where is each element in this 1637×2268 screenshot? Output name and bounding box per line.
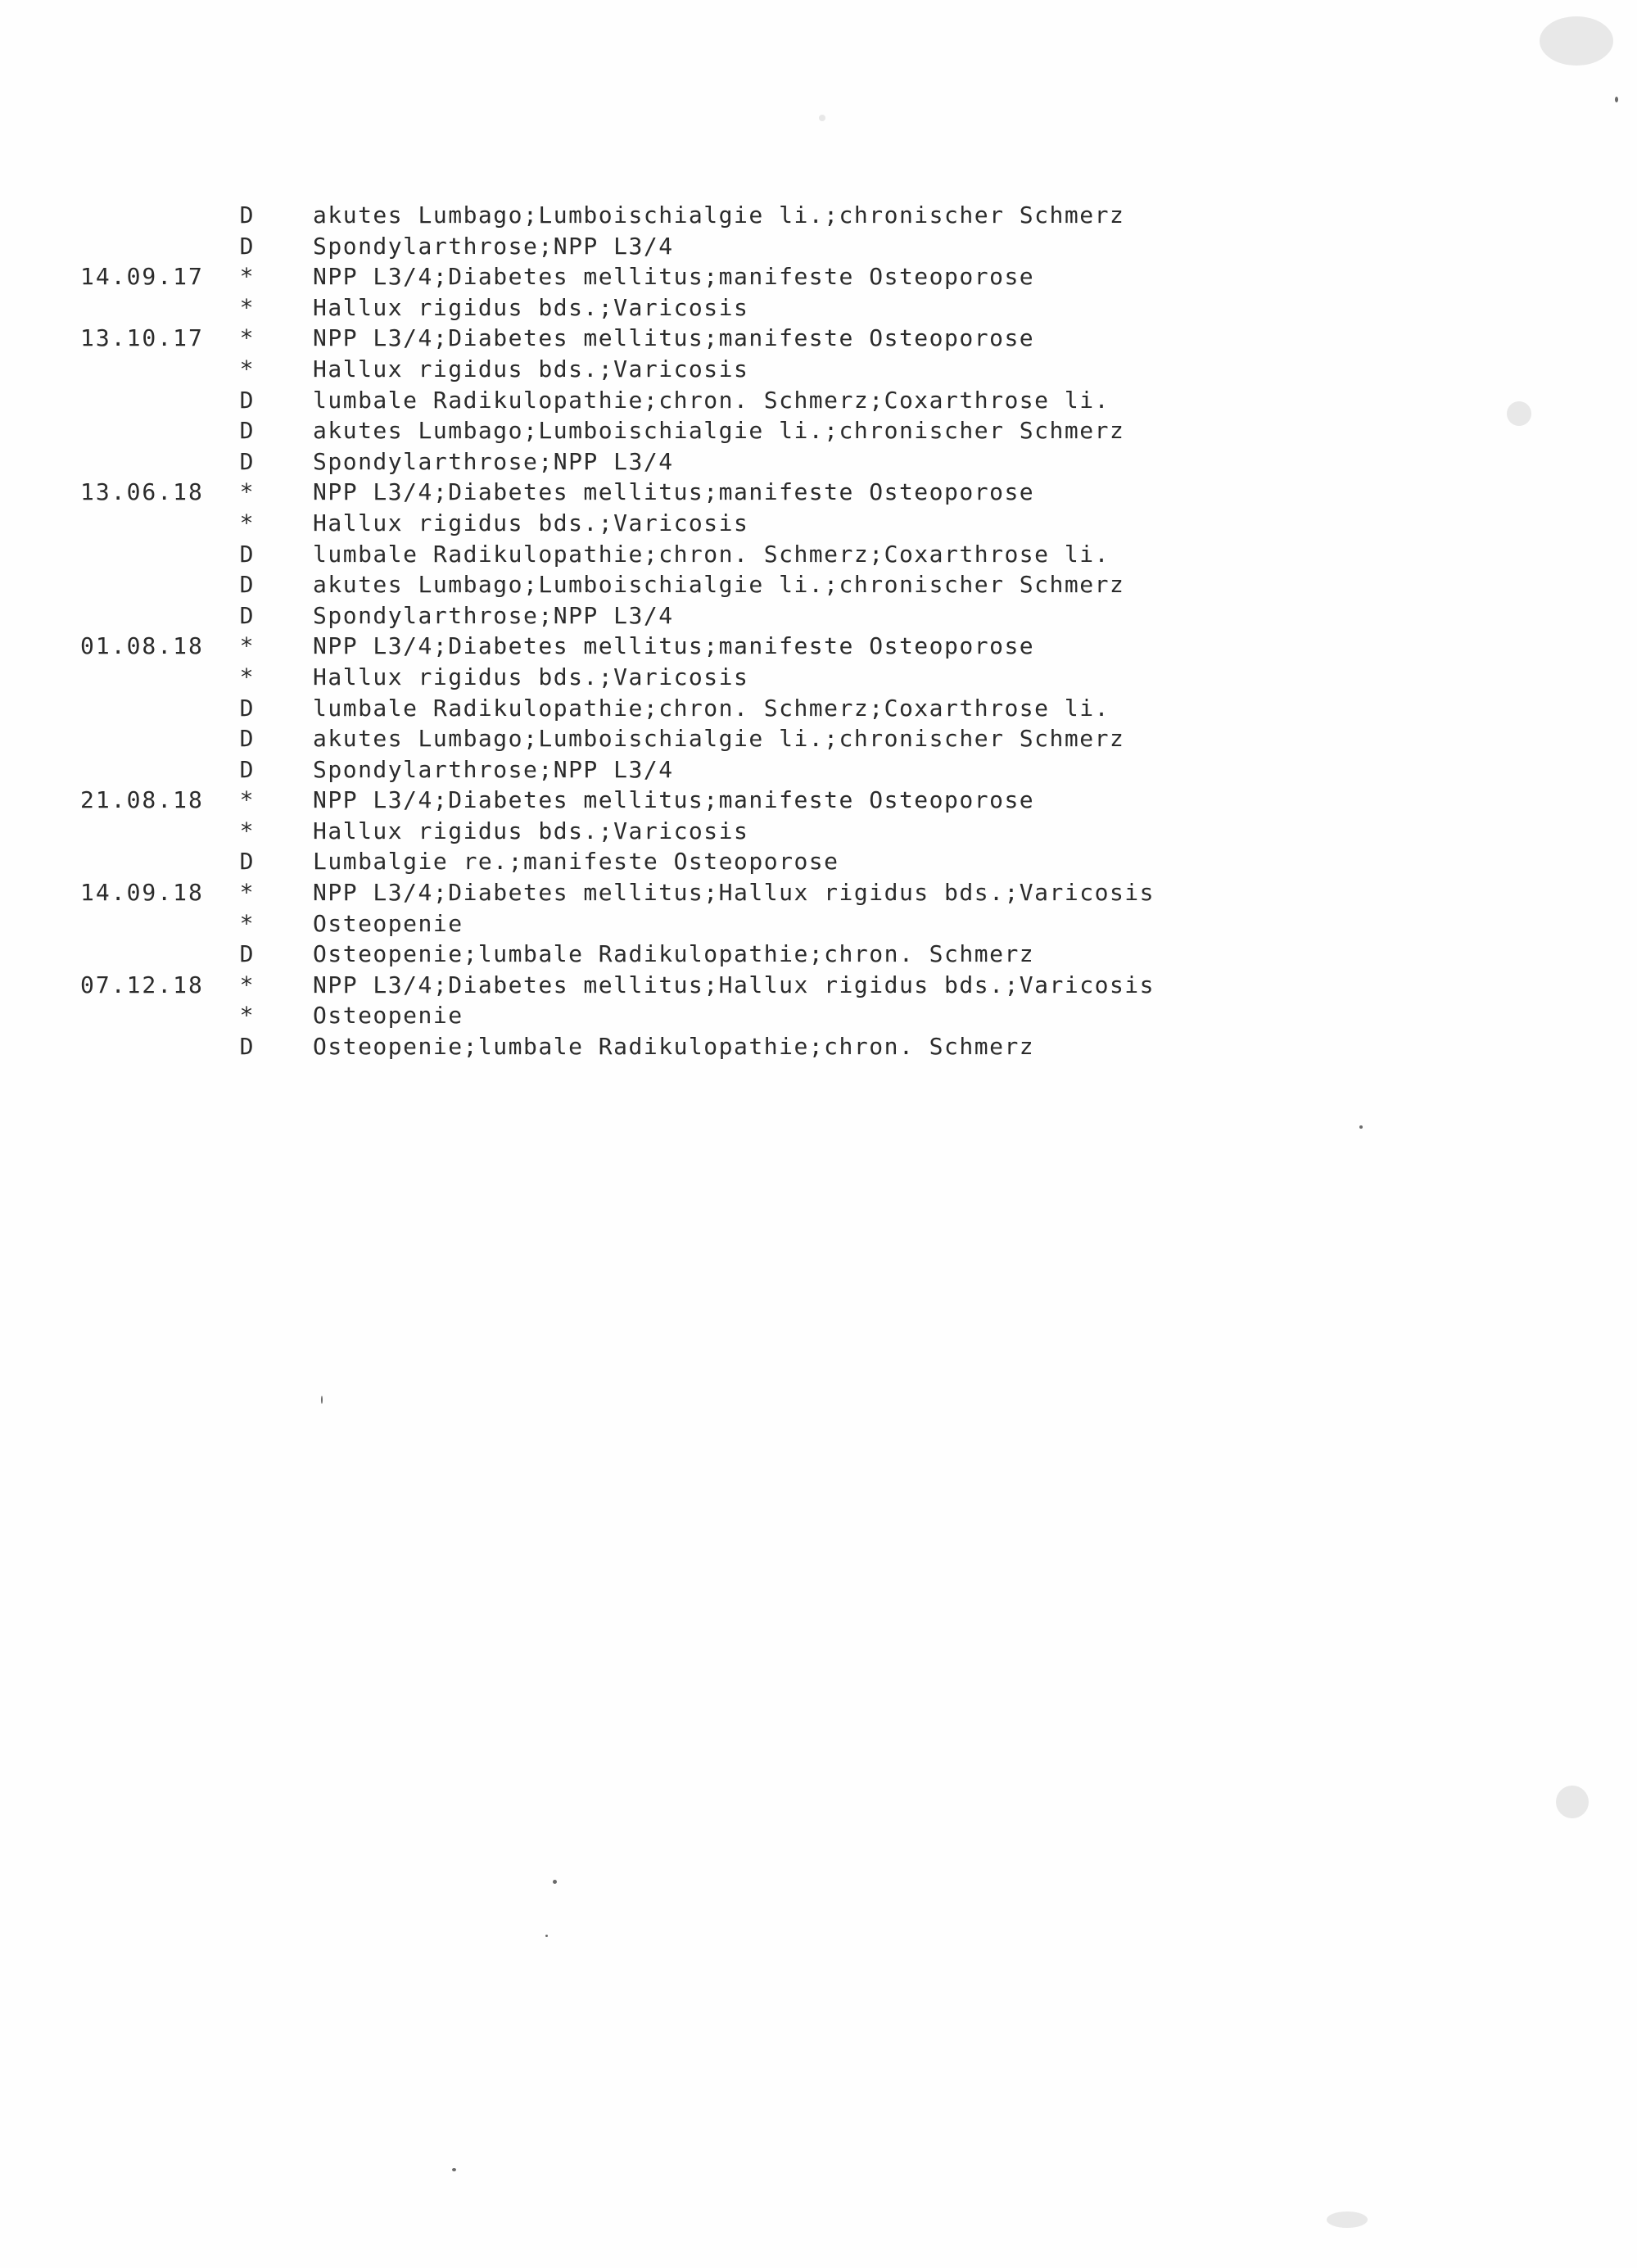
entry-text: Osteopenie [313, 1002, 464, 1030]
entry-text: Hallux rigidus bds.;Varicosis [313, 293, 749, 321]
entry-date: 14.09.18 [80, 879, 204, 907]
list-item [0, 508, 1637, 539]
entry-text: Osteopenie;lumbale Radikulopathie;chron. Schmerz [313, 940, 1035, 968]
entry-marker: D [239, 201, 254, 229]
scan-speck [1359, 1125, 1363, 1129]
scan-grain [1556, 1786, 1589, 1818]
list-item [0, 1000, 1637, 1031]
list-item [0, 693, 1637, 724]
list-item [0, 261, 1637, 292]
entry-text: Spondylarthrose;NPP L3/4 [313, 232, 674, 260]
entry-text: Osteopenie;lumbale Radikulopathie;chron. Schmerz [313, 1033, 1035, 1061]
entry-marker: * [239, 355, 254, 383]
entry-marker: * [239, 817, 254, 844]
entry-text: NPP L3/4;Diabetes mellitus;manifeste Osteoporose [313, 786, 1035, 814]
list-item [0, 477, 1637, 508]
entry-marker: D [239, 417, 254, 445]
entry-text: akutes Lumbago;Lumboischialgie li.;chronischer Schmerz [313, 201, 1125, 229]
entry-date: 01.08.18 [80, 632, 204, 660]
list-item [0, 1031, 1637, 1062]
entry-text: Lumbalgie re.;manifeste Osteoporose [313, 848, 839, 876]
list-item [0, 569, 1637, 600]
entry-text: NPP L3/4;Diabetes mellitus;manifeste Osteoporose [313, 632, 1035, 660]
list-item [0, 970, 1637, 1001]
diagnosis-list [0, 200, 1637, 1062]
entry-date: 13.10.17 [80, 324, 204, 352]
entry-marker: * [239, 632, 254, 660]
entry-text: NPP L3/4;Diabetes mellitus;Hallux rigidus bds.;Varicosis [313, 971, 1155, 998]
scan-grain [1507, 401, 1531, 426]
entry-text: Osteopenie [313, 909, 464, 937]
list-item [0, 292, 1637, 324]
entry-marker: * [239, 509, 254, 536]
entry-marker: D [239, 848, 254, 876]
entry-marker: * [239, 293, 254, 321]
entry-date: 21.08.18 [80, 786, 204, 814]
entry-text: Hallux rigidus bds.;Varicosis [313, 817, 749, 844]
entry-text: Spondylarthrose;NPP L3/4 [313, 601, 674, 629]
scan-speck [553, 1880, 557, 1884]
entry-text: Hallux rigidus bds.;Varicosis [313, 663, 749, 690]
list-item [0, 231, 1637, 262]
entry-text: NPP L3/4;Diabetes mellitus;Hallux rigidus bds.;Varicosis [313, 879, 1155, 907]
entry-marker: * [239, 263, 254, 291]
scan-grain [1540, 16, 1613, 66]
entry-date: 14.09.17 [80, 263, 204, 291]
list-item [0, 415, 1637, 446]
list-item [0, 662, 1637, 693]
entry-text: lumbale Radikulopathie;chron. Schmerz;Coxarthrose li. [313, 540, 1110, 568]
entry-marker: * [239, 786, 254, 814]
entry-marker: D [239, 725, 254, 753]
entry-text: Hallux rigidus bds.;Varicosis [313, 509, 749, 536]
list-item [0, 631, 1637, 662]
list-item [0, 446, 1637, 478]
scan-speck [452, 2168, 456, 2171]
list-item [0, 846, 1637, 877]
entry-marker: D [239, 601, 254, 629]
list-item [0, 385, 1637, 416]
entry-marker: D [239, 447, 254, 475]
entry-text: akutes Lumbago;Lumboischialgie li.;chronischer Schmerz [313, 417, 1125, 445]
list-item [0, 816, 1637, 847]
entry-text: NPP L3/4;Diabetes mellitus;manifeste Osteoporose [313, 324, 1035, 352]
entry-marker: D [239, 571, 254, 599]
list-item [0, 754, 1637, 785]
entry-text: akutes Lumbago;Lumboischialgie li.;chronischer Schmerz [313, 725, 1125, 753]
entry-marker: * [239, 909, 254, 937]
list-item [0, 723, 1637, 754]
scan-speck [1615, 97, 1618, 102]
entry-marker: * [239, 478, 254, 506]
list-item [0, 323, 1637, 354]
list-item [0, 539, 1637, 570]
entry-marker: D [239, 755, 254, 783]
entry-text: Hallux rigidus bds.;Varicosis [313, 355, 749, 383]
list-item [0, 600, 1637, 632]
entry-marker: D [239, 386, 254, 414]
entry-marker: * [239, 879, 254, 907]
list-item [0, 908, 1637, 939]
entry-text: Spondylarthrose;NPP L3/4 [313, 447, 674, 475]
entry-text: lumbale Radikulopathie;chron. Schmerz;Coxarthrose li. [313, 694, 1110, 722]
entry-marker: D [239, 232, 254, 260]
entry-text: NPP L3/4;Diabetes mellitus;manifeste Osteoporose [313, 478, 1035, 506]
list-item [0, 354, 1637, 385]
entry-text: NPP L3/4;Diabetes mellitus;manifeste Osteoporose [313, 263, 1035, 291]
entry-marker: * [239, 663, 254, 690]
list-item [0, 877, 1637, 908]
scan-speck [321, 1396, 323, 1404]
entry-text: Spondylarthrose;NPP L3/4 [313, 755, 674, 783]
scan-grain [1327, 2211, 1368, 2228]
entry-marker: * [239, 1002, 254, 1030]
entry-date: 07.12.18 [80, 971, 204, 998]
scan-grain [819, 115, 825, 121]
entry-marker: D [239, 694, 254, 722]
list-item [0, 200, 1637, 231]
entry-marker: D [239, 940, 254, 968]
entry-marker: * [239, 324, 254, 352]
list-item [0, 785, 1637, 816]
entry-text: lumbale Radikulopathie;chron. Schmerz;Coxarthrose li. [313, 386, 1110, 414]
list-item [0, 939, 1637, 970]
entry-text: akutes Lumbago;Lumboischialgie li.;chronischer Schmerz [313, 571, 1125, 599]
entry-marker: D [239, 540, 254, 568]
entry-marker: D [239, 1033, 254, 1061]
entry-marker: * [239, 971, 254, 998]
entry-date: 13.06.18 [80, 478, 204, 506]
scan-speck [545, 1935, 548, 1937]
